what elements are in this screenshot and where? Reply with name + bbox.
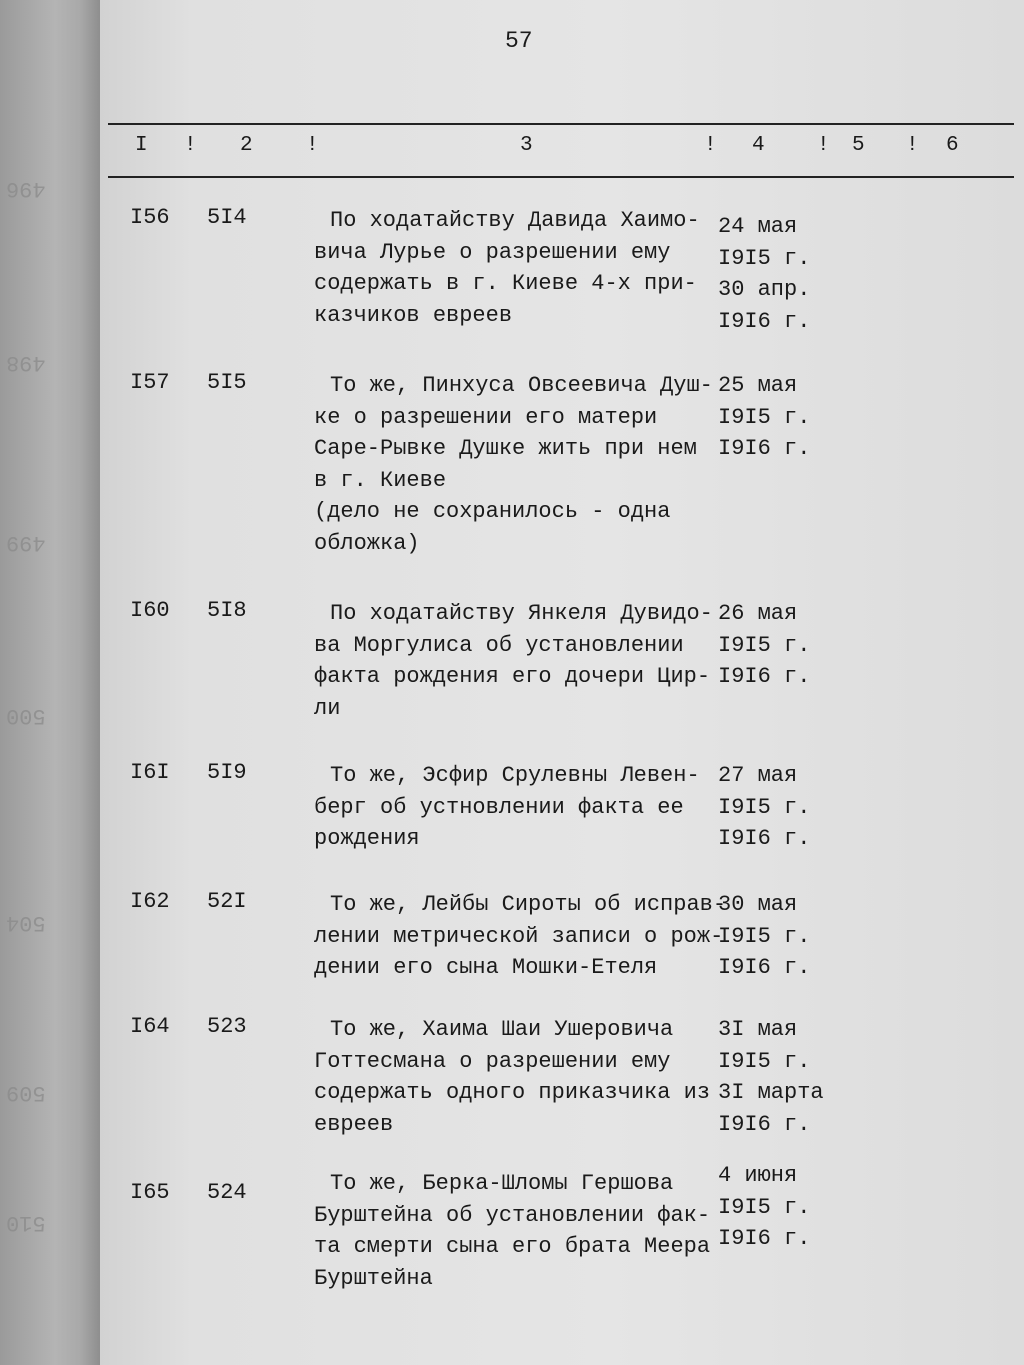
ghost-page-number: 500 (6, 703, 46, 728)
book-spine (0, 0, 100, 1365)
ghost-page-number: 499 (6, 530, 46, 555)
record-number: I62 (130, 889, 170, 914)
file-number: 5I4 (207, 205, 247, 230)
file-number: 524 (207, 1180, 247, 1205)
ghost-page-number: 510 (6, 1210, 46, 1235)
header-col-4: 4 (752, 134, 765, 157)
record-dates: 3I мая I9I5 г. 3I марта I9I6 г. (718, 1017, 824, 1137)
record-number: I64 (130, 1014, 170, 1039)
file-number: 5I5 (207, 370, 247, 395)
record-description: То же, Пинхуса Овсеевича Душ- ке о разрешении его матери Саре-Рывке Душке жить при нем в г. Киеве (дело не сохранилось - одна обложка) (314, 373, 713, 556)
record-dates: 26 мая I9I5 г. I9I6 г. (718, 601, 811, 689)
ghost-page-number: 498 (6, 350, 46, 375)
header-bottom-rule (108, 176, 1014, 178)
header-separator: ! (184, 134, 197, 157)
record-dates: 30 мая I9I5 г. I9I6 г. (718, 892, 811, 980)
record-number: I65 (130, 1180, 170, 1205)
record-description: По ходатайству Давида Хаимо- вича Лурье о разрешении ему содержать в г. Киеве 4-х при- казчиков евреев (314, 208, 700, 328)
header-separator: ! (817, 134, 830, 157)
record-number: I60 (130, 598, 170, 623)
header-separator: ! (704, 134, 717, 157)
record-dates: 24 мая I9I5 г. 30 апр. I9I6 г. (718, 214, 811, 334)
header-top-rule (108, 123, 1014, 125)
record-dates: 27 мая I9I5 г. I9I6 г. (718, 763, 811, 851)
record-description: То же, Берка-Шломы Гершова Бурштейна об установлении фак- та смерти сына его брата Меера Бурштейна (314, 1171, 711, 1291)
record-dates: 4 июня I9I5 г. I9I6 г. (718, 1163, 811, 1251)
header-col-2: 2 (240, 134, 253, 157)
record-number: I6I (130, 760, 170, 785)
header-col-1: I (135, 134, 148, 157)
header-separator: ! (306, 134, 319, 157)
file-number: 5I8 (207, 598, 247, 623)
file-number: 52I (207, 889, 247, 914)
ghost-page-number: 496 (6, 176, 46, 201)
record-description: То же, Эсфир Срулевны Левен- берг об устновлении факта ее рождения (314, 763, 700, 851)
ghost-page-number: 504 (6, 910, 46, 935)
record-description: То же, Лейбы Сироты об исправ- лении метрической записи о рож- дении его сына Мошки-Етеля (314, 892, 727, 980)
file-number: 5I9 (207, 760, 247, 785)
header-separator: ! (906, 134, 919, 157)
header-col-5: 5 (852, 134, 865, 157)
file-number: 523 (207, 1014, 247, 1039)
page-number: 57 (505, 28, 533, 54)
record-dates: 25 мая I9I5 г. I9I6 г. (718, 373, 811, 461)
record-description: То же, Хаима Шаи Ушеровича Готтесмана о разрешении ему содержать одного приказчика из евреев (314, 1017, 711, 1137)
record-number: I56 (130, 205, 170, 230)
record-description: По ходатайству Янкеля Дувидо- ва Моргулиса об установлении факта рождения его дочери Цир- ли (314, 601, 713, 721)
record-number: I57 (130, 370, 170, 395)
ghost-page-number: 509 (6, 1080, 46, 1105)
header-col-6: 6 (946, 134, 959, 157)
header-col-3: 3 (520, 134, 533, 157)
